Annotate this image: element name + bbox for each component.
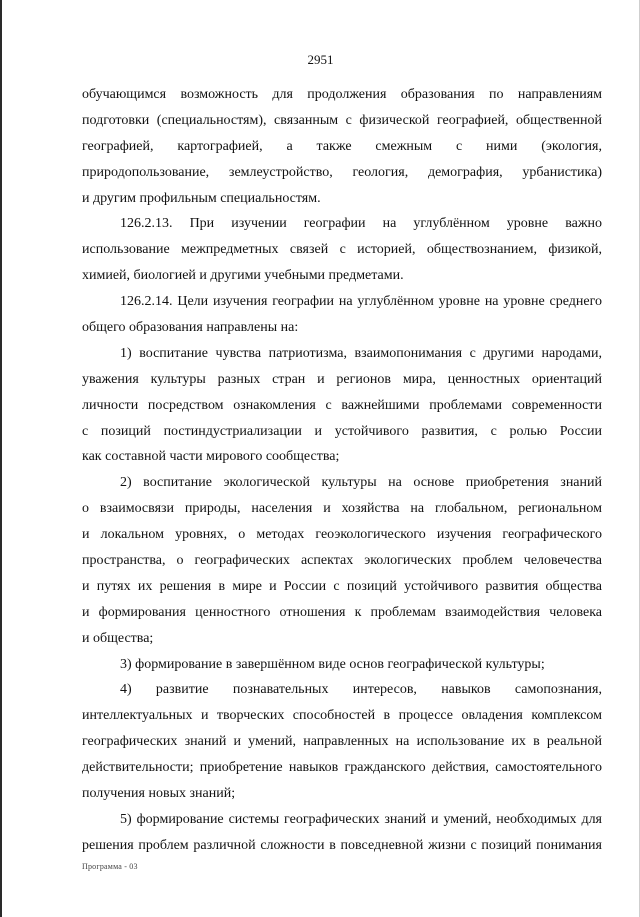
text-line: как составной части мирового сообщества; [82,449,340,465]
text-line: химией, биологией и другими учебными предметами. [82,268,404,284]
text-line: природопользование, землеустройство, геология, демография, урбанистика) [82,164,602,180]
text-line: решения проблем различной сложности в повседневной жизни с позиций понимания [82,837,602,853]
text-line: получения новых знаний; [82,786,236,802]
text-line: действительности; приобретение навыков гражданского действия, самостоятельного [82,760,602,776]
text-line: 4) развитие познавательных интересов, навыков самопознания, [120,682,602,698]
text-line: 126.2.13. При изучении географии на углублённом уровне важно [120,216,602,232]
text-line: использование межпредметных связей с историей, обществознанием, физикой, [82,242,602,258]
text-line: и путях их решения в мире и России с позиций устойчивого развития общества [82,578,602,594]
text-line: 2) воспитание экологической культуры на основе приобретения знаний [120,475,602,491]
text-line: 3) формирование в завершённом виде основ географической культуры; [120,656,545,672]
text-line: пространства, о географических аспектах экологических проблем человечества [82,553,602,569]
text-line: о взаимосвязи природы, населения и хозяйства на глобальном, региональном [82,501,602,517]
body-text [82,82,602,859]
text-line: 126.2.14. Цели изучения географии на углублённом уровне на уровне среднего [120,294,602,310]
text-line: с позиций постиндустриализации и устойчивого развития, с ролью России [82,423,602,439]
text-line: и другим профильным специальностям. [82,190,321,206]
text-line: обучающимся возможность для продолжения образования по направлениям [82,87,602,102]
text-line: географических знаний и умений, направленных на использование их в реальной [82,734,602,750]
text-line: и формирования ценностного отношения к проблемам взаимодействия человека [82,604,602,620]
text-line: подготовки (специальностям), связанным с физической географией, общественной [82,112,602,128]
text-line: уважения культуры разных стран и регионов мира, ценностных ориентаций [82,371,602,387]
footer-note: Программа - 03 [82,862,138,871]
text-line: личности посредством ознакомления с важнейшими проблемами современности [82,397,602,413]
text-line: географией, картографией, а также смежным с ними (экология, [82,138,602,154]
text-line: 1) воспитание чувства патриотизма, взаимопонимания с другими народами, [120,345,602,361]
text-line: общего образования направлены на: [82,320,299,336]
text-line: интеллектуальных и творческих способностей в процессе овладения комплексом [82,708,602,724]
text-line: и локальном уровнях, о методах геоэкологического изучения географического [82,527,602,543]
text-line: и общества; [82,630,154,646]
page-number: 2951 [307,52,334,67]
text-line: 5) формирование системы географических знаний и умений, необходимых для [120,811,602,827]
